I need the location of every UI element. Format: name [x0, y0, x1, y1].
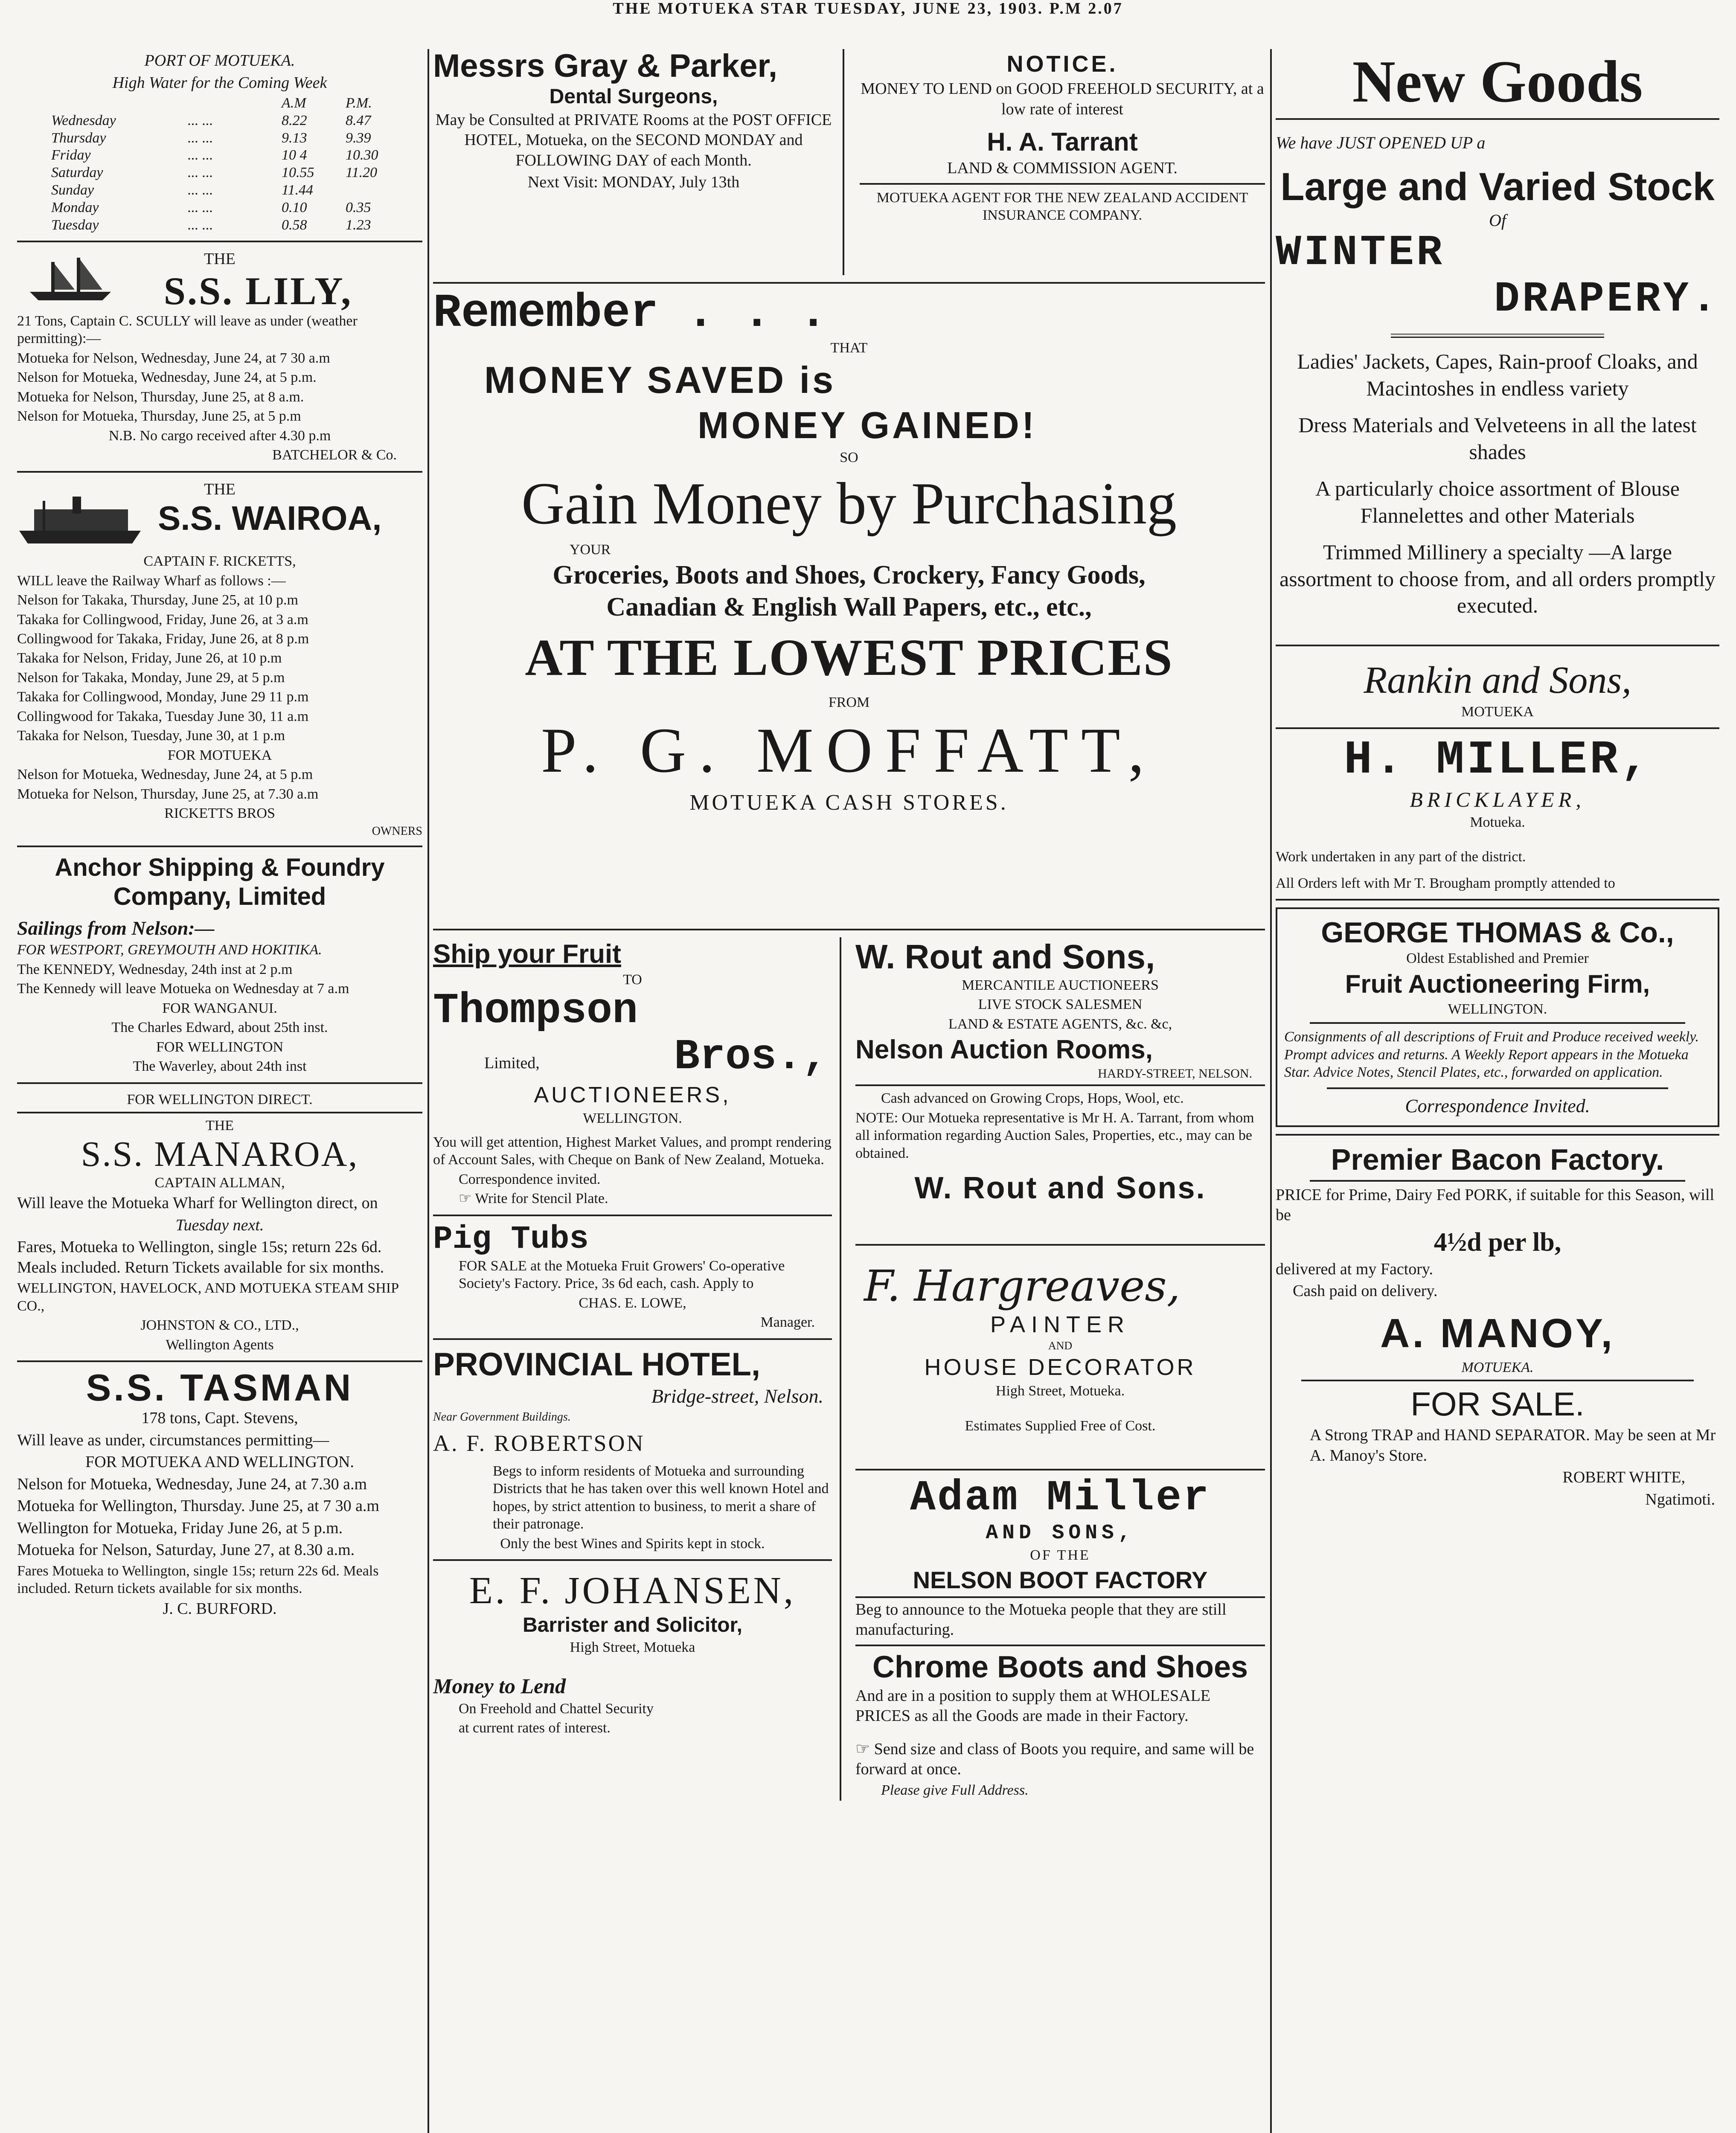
tide-day: Wednesday — [51, 112, 116, 128]
hotel-body: Begs to inform residents of Motueka and surrounding Districts that he has taken over this well known Hotel and hopes, by strict attention to business, to merit a share of their patronage. — [493, 1463, 829, 1532]
gray-sub: Dental Surgeons, — [549, 85, 718, 108]
thomas-name: GEORGE THOMAS & Co., — [1321, 916, 1674, 949]
tide-am: 11.44 — [282, 182, 313, 198]
tide-day: Tuesday — [51, 217, 99, 233]
rout-line-2: LIVE STOCK SALESMEN — [978, 997, 1143, 1013]
manaroa-co-3: Wellington Agents — [166, 1337, 274, 1353]
wairoa-schedule-line: Nelson for Motueka, Wednesday, June 24, at 5 p.m — [17, 767, 313, 783]
tide-am-label: A.M — [282, 95, 306, 111]
johansen-name: E. F. JOHANSEN, — [469, 1569, 796, 1612]
gray-parker-ad — [433, 49, 844, 275]
notice-agent: MOTUEKA AGENT FOR THE NEW ZEALAND ACCIDENT INSURANCE COMPANY. — [876, 189, 1248, 223]
adam-name: Adam Miller — [910, 1474, 1211, 1523]
anchor-wanganui: FOR WANGANUI. — [162, 1000, 277, 1016]
lily-schedule-line: Nelson for Motueka, Thursday, June 25, at 5 p.m — [17, 408, 301, 424]
moffatt-that: THAT — [830, 340, 868, 356]
rankin-town: MOTUEKA — [1461, 703, 1534, 720]
thomas-line-2: Fruit Auctioneering Firm, — [1345, 969, 1650, 998]
wairoa-schedule-line: Nelson for Takaka, Monday, June 29, at 5 p.m — [17, 669, 285, 686]
tasman-line-1: Will leave as under, circumstances permitting— — [17, 1431, 329, 1449]
masthead: THE MOTUEKA STAR TUESDAY, JUNE 23, 1903. P.M 2.07 — [613, 0, 1123, 17]
gray-next: Next Visit: MONDAY, July 13th — [527, 173, 740, 192]
tide-table — [17, 112, 422, 234]
hotel-near: Near Government Buildings. — [433, 1410, 571, 1424]
adam-of: OF THE — [1030, 1547, 1090, 1563]
hotel-title: PROVINCIAL HOTEL, — [433, 1346, 761, 1383]
notice-ad — [851, 49, 1265, 275]
tide-leader: ... ... — [188, 165, 213, 181]
anchor-title-2: Company, Limited — [113, 882, 326, 910]
manaroa-day: Tuesday next. — [175, 1216, 264, 1234]
rout-street: HARDY-STREET, NELSON. — [1098, 1066, 1252, 1081]
adam-body-2: And are in a position to supply them at WHOLESALE PRICES as all the Goods are made in their Factory. — [855, 1686, 1211, 1725]
thomas-line-1: Oldest Established and Premier — [1406, 950, 1589, 967]
moffatt-from: FROM — [828, 694, 870, 710]
port-of-motueka-ad — [17, 51, 422, 234]
wairoa-for-motueka: FOR MOTUEKA — [167, 747, 272, 763]
anchor-title-1: Anchor Shipping & Foundry — [55, 853, 385, 881]
newgoods-title: New Goods — [1352, 49, 1643, 115]
johansen-money: Money to Lend — [433, 1674, 566, 1698]
tasman-sign: J. C. BURFORD. — [163, 1600, 277, 1618]
lily-schedule-line: Motueka for Nelson, Wednesday, June 24, at 7 30 a.m — [17, 350, 330, 366]
thompson-limited: Limited, — [484, 1054, 540, 1072]
tide-row — [17, 182, 422, 199]
thompson-town: WELLINGTON. — [583, 1110, 682, 1127]
bacon-line-1: delivered at my Factory. — [1276, 1260, 1433, 1278]
thompson-name-1: Thompson — [433, 987, 638, 1036]
thomas-corr: Correspondence Invited. — [1405, 1095, 1590, 1116]
ss-manaroa-ad — [17, 1091, 422, 1354]
bacon-title: Premier Bacon Factory. — [1331, 1142, 1664, 1176]
tasman-schedule — [17, 1474, 422, 1561]
adam-sons: AND SONS, — [986, 1522, 1135, 1545]
thompson-name-2: Bros., — [674, 1033, 828, 1082]
tide-am: 0.58 — [282, 217, 307, 233]
moffatt-lowest: AT THE LOWEST PRICES — [525, 629, 1173, 687]
tasman-schedule-line: Wellington for Motueka, Friday June 26, at 5 p.m. — [17, 1519, 343, 1537]
bacon-price: 4½d per lb, — [1434, 1227, 1562, 1257]
moffatt-remember: Remember . . . — [433, 287, 828, 340]
hargreaves-and: AND — [1048, 1340, 1073, 1352]
for-sale-ad — [1276, 1385, 1719, 1510]
bacon-line-2: Cash paid on delivery. — [1293, 1282, 1438, 1300]
manaroa-pre: THE — [205, 1118, 234, 1134]
wairoa-schedule-2 — [17, 766, 422, 803]
tide-pm-label: P.M. — [346, 95, 372, 111]
johansen-ad — [433, 1569, 832, 1737]
hargreaves-painter: PAINTER — [990, 1312, 1131, 1338]
tide-pm: 0.35 — [346, 199, 371, 215]
manaroa-line-2: Fares, Motueka to Wellington, single 15s; return 22s 6d. Meals included. Return Tickets available for six months. — [17, 1238, 384, 1276]
rout-body-2: NOTE: Our Motueka representative is Mr H. A. Tarrant, from whom all information regarding Auction Sales, Properties, etc., may can be obtained. — [855, 1110, 1254, 1161]
hotel-name: A. F. ROBERTSON — [433, 1430, 645, 1456]
manaroa-line-1: Will leave the Motueka Wharf for Wellington direct, on — [17, 1194, 378, 1212]
tide-row — [17, 112, 422, 130]
thompson-auct: AUCTIONEERS, — [534, 1083, 731, 1108]
sale-town: Ngatimoti. — [1645, 1490, 1715, 1508]
tide-am: 0.10 — [282, 199, 307, 215]
adam-chrome: Chrome Boots and Shoes — [872, 1650, 1248, 1684]
manaroa-co-2: JOHNSTON & CO., LTD., — [140, 1317, 299, 1334]
tasman-schedule-line: Nelson for Motueka, Wednesday, June 24, at 7.30 a.m — [17, 1475, 367, 1493]
moffatt-goods-1: Groceries, Boots and Shoes, Crockery, Fancy Goods, — [552, 561, 1146, 590]
anchor-shipping-ad — [17, 854, 422, 1075]
thompson-to: TO — [623, 972, 642, 988]
tide-day: Thursday — [51, 130, 106, 146]
port-subtitle: High Water for the Coming Week — [112, 73, 327, 92]
newgoods-p1: Ladies' Jackets, Capes, Rain-proof Cloaks, and Macintoshes in endless variety — [1297, 349, 1698, 400]
pig-title: Pig Tubs — [433, 1221, 589, 1258]
wairoa-captain: CAPTAIN F. RICKETTS, — [143, 553, 296, 570]
pointing-hand-icon: ☞ — [459, 1191, 475, 1207]
thompson-body: You will get attention, Highest Market Values, and prompt rendering of Account Sales, with Cheque on Bank of New Zealand, Motueka. — [433, 1134, 832, 1168]
sale-body: A Strong TRAP and HAND SEPARATOR. May be seen at Mr A. Manoy's Store. — [1310, 1426, 1716, 1465]
tasman-fares: Fares Motueka to Wellington, single 15s; return 22s 6d. Meals included. Return tickets available for six months. — [17, 1563, 379, 1596]
bacon-factory-ad — [1276, 1142, 1719, 1376]
pig-body: FOR SALE at the Motueka Fruit Growers' Co-operative Society's Factory. Price, 3s 6d each, cash. Apply to — [459, 1258, 785, 1292]
thompson-ad — [433, 939, 832, 1208]
adam-please: Please give Full Address. — [881, 1782, 1029, 1798]
adam-miller-ad — [855, 1474, 1265, 1799]
column-left — [17, 49, 422, 2133]
wairoa-intro: WILL leave the Railway Wharf as follows :— — [17, 572, 286, 589]
moffatt-ad — [433, 287, 1265, 922]
moffatt-gain: Gain Money by Purchasing — [521, 470, 1177, 537]
tasman-tons: 178 tons, Capt. Stevens, — [141, 1409, 298, 1427]
george-thomas-ad — [1276, 907, 1719, 1127]
miller-role: BRICKLAYER, — [1410, 787, 1585, 811]
lily-schedule — [17, 312, 422, 425]
rout-name: W. Rout and Sons, — [855, 938, 1155, 976]
hotel-wines: Only the best Wines and Spirits kept in stock. — [500, 1535, 765, 1552]
tide-row — [17, 217, 422, 234]
bacon-name: A. MANOY, — [1380, 1310, 1615, 1356]
newgoods-p4: Trimmed Millinery a specialty —A large assortment to choose from, and all orders promptly executed. — [1279, 540, 1716, 618]
tasman-name: S.S. TASMAN — [86, 1366, 354, 1409]
moffatt-name: P. G. MOFFATT, — [541, 715, 1157, 786]
tide-am: 10.55 — [282, 165, 314, 181]
newgoods-p2: Dress Materials and Velveteens in all the latest shades — [1298, 413, 1697, 464]
tide-leader: ... ... — [188, 147, 213, 163]
ss-tasman-ad — [17, 1366, 422, 1619]
newgoods-large: Large and Varied Stock — [1280, 165, 1715, 209]
rout-ad — [855, 939, 1265, 1206]
column-rule — [1270, 49, 1272, 2133]
hotel-street: Bridge-street, Nelson. — [651, 1385, 823, 1407]
newgoods-of: Of — [1489, 211, 1506, 230]
hargreaves-deco: HOUSE DECORATOR — [924, 1354, 1196, 1380]
lily-schedule-line: Nelson for Motueka, Wednesday, June 24, at 5 p.m. — [17, 369, 317, 386]
thomas-body: Consignments of all descriptions of Fruit and Produce received weekly. Prompt advices and returns. A Weekly Report appears in the Motueka Star. Advice Notes, Stencil Plates, etc., forwarded on application. — [1284, 1029, 1699, 1081]
tide-pm: 8.47 — [346, 112, 371, 128]
rout-body-1: Cash advanced on Growing Crops, Hops, Wool, etc. — [881, 1090, 1184, 1107]
moffatt-so: SO — [840, 450, 858, 466]
sale-title: FOR SALE. — [1410, 1385, 1585, 1423]
tide-leader: ... ... — [188, 112, 213, 128]
adam-factory: NELSON BOOT FACTORY — [855, 1566, 1265, 1598]
provincial-hotel-ad — [433, 1347, 832, 1552]
column-right — [1276, 49, 1719, 2133]
gray-body: May be Consulted at PRIVATE Rooms at the POST OFFICE HOTEL, Motueka, on the SECOND MONDAY and FOLLOWING DAY of each Month. — [435, 110, 832, 169]
wairoa-pre: THE — [204, 480, 236, 498]
thompson-ship: Ship your Fruit — [433, 939, 621, 969]
hargreaves-street: High Street, Motueka. — [995, 1383, 1125, 1399]
column-rule — [427, 49, 429, 2133]
notice-name: H. A. Tarrant — [987, 128, 1138, 156]
ss-wairoa-ad — [17, 479, 422, 839]
tide-day: Monday — [51, 199, 99, 215]
pointing-hand-icon: ☞ — [855, 1740, 874, 1758]
column-middle — [433, 49, 1265, 2133]
new-goods-ad — [1276, 49, 1719, 619]
wairoa-schedule — [17, 591, 422, 745]
wairoa-schedule-line: Nelson for Takaka, Thursday, June 25, at 10 p.m — [17, 592, 298, 608]
rout-line-1: MERCANTILE AUCTIONEERS — [962, 977, 1159, 993]
hargreaves-est: Estimates Supplied Free of Cost. — [965, 1418, 1156, 1434]
johansen-street: High Street, Motueka — [570, 1639, 695, 1656]
tide-am: 10 4 — [282, 147, 307, 163]
newgoods-winter: WINTER — [1276, 229, 1445, 278]
port-title: PORT OF MOTUEKA. — [144, 52, 295, 70]
wairoa-schedule-line: Takaka for Collingwood, Friday, June 26, at 3 a.m — [17, 611, 308, 628]
anchor-line-4: The Waverley, about 24th inst — [133, 1058, 307, 1075]
moffatt-stores: MOTUEKA CASH STORES. — [689, 790, 1009, 815]
moffatt-saved: MONEY SAVED is — [484, 359, 836, 401]
anchor-dest: FOR WESTPORT, GREYMOUTH AND HOKITIKA. — [17, 942, 322, 958]
adam-body: Beg to announce to the Motueka people that they are still manufacturing. — [855, 1600, 1227, 1639]
notice-title: NOTICE. — [1006, 51, 1118, 77]
tide-pm: 10.30 — [346, 147, 378, 163]
thompson-corr: Correspondence invited. — [459, 1171, 601, 1187]
johansen-line-1: On Freehold and Chattel Security — [459, 1700, 654, 1717]
bacon-body: PRICE for Prime, Dairy Fed PORK, if suitable for this Season, will be — [1276, 1186, 1715, 1224]
manaroa-co-1: WELLINGTON, HAVELOCK, AND MOTUEKA STEAM SHIP CO., — [17, 1280, 398, 1314]
lily-schedule-line: 21 Tons, Captain C. SCULLY will leave as under (weather permitting):— — [17, 313, 358, 347]
anchor-wellington: FOR WELLINGTON — [156, 1039, 284, 1055]
tide-row — [17, 130, 422, 147]
tide-day: Friday — [51, 147, 91, 163]
miller-name: H. MILLER, — [1343, 734, 1652, 788]
manaroa-header: FOR WELLINGTON DIRECT. — [127, 1091, 313, 1107]
lily-nb: N.B. No cargo received after 4.30 p.m — [108, 427, 331, 444]
lily-schedule-line: Motueka for Nelson, Thursday, June 25, at 8 a.m. — [17, 389, 304, 405]
hargreaves-ad — [855, 1263, 1265, 1435]
lily-sign: BATCHELOR & Co. — [272, 447, 397, 463]
wairoa-schedule-line: Motueka for Nelson, Thursday, June 25, at 7.30 a.m — [17, 786, 319, 802]
tide-day: Sunday — [51, 182, 94, 198]
lily-pre: THE — [204, 250, 236, 268]
adam-body-3: Send size and class of Boots you require, and same will be forward at once. — [855, 1740, 1254, 1778]
pig-role: Manager. — [760, 1314, 815, 1331]
johansen-line-2: at current rates of interest. — [459, 1720, 611, 1736]
notice-body: MONEY TO LEND on GOOD FREEHOLD SECURITY, at a low rate of interest — [861, 80, 1264, 118]
moffatt-goods-2: Canadian & English Wall Papers, etc., etc., — [606, 593, 1092, 622]
anchor-sailings: Sailings from Nelson:— — [17, 917, 215, 939]
wairoa-schedule-line: Collingwood for Takaka, Tuesday June 30, 11 a.m — [17, 708, 309, 724]
tide-day: Saturday — [51, 165, 103, 181]
tide-row — [17, 199, 422, 217]
bacon-town: MOTUEKA. — [1461, 1359, 1534, 1375]
sale-sign: ROBERT WHITE, — [1562, 1468, 1685, 1487]
anchor-line-2: The Kennedy will leave Motueka on Wednesday at 7 a.m — [17, 981, 349, 997]
miller-ad — [1276, 736, 1719, 892]
tide-pm: 11.20 — [346, 165, 377, 181]
rout-rooms: Nelson Auction Rooms, — [855, 1035, 1153, 1065]
pig-tubs-ad — [433, 1223, 832, 1331]
wairoa-owners: OWNERS — [372, 824, 422, 838]
tide-row — [17, 147, 422, 164]
wairoa-schedule-line: Takaka for Collingwood, Monday, June 29 11 p.m — [17, 689, 309, 705]
gray-title: Messrs Gray & Parker, — [433, 49, 777, 84]
tasman-dest: FOR MOTUEKA AND WELLINGTON. — [85, 1453, 354, 1471]
tasman-schedule-line: Motueka for Wellington, Thursday. June 25, at 7 30 a.m — [17, 1497, 379, 1515]
anchor-line-1: The KENNEDY, Wednesday, 24th inst at 2 p.m — [17, 961, 293, 977]
ss-lily-ad — [17, 249, 422, 464]
tide-pm: 9.39 — [346, 130, 371, 146]
manaroa-captain: CAPTAIN ALLMAN, — [154, 1174, 285, 1191]
notice-role: LAND & COMMISSION AGENT. — [947, 159, 1178, 177]
wairoa-schedule-line: Collingwood for Takaka, Friday, June 26, at 8 p.m — [17, 631, 309, 647]
moffatt-your: YOUR — [570, 541, 611, 558]
tide-pm: 1.23 — [346, 217, 371, 233]
wairoa-schedule-line: Takaka for Nelson, Friday, June 26, at 10 p.m — [17, 650, 282, 666]
thomas-town: WELLINGTON. — [1448, 1001, 1547, 1017]
newgoods-p3: A particularly choice assortment of Blouse Flannelettes and other Materials — [1315, 477, 1680, 527]
miller-line-2: All Orders left with Mr T. Brougham promptly attended to — [1276, 875, 1615, 891]
miller-line-1: Work undertaken in any part of the district. — [1276, 849, 1526, 865]
miller-town: Motueka. — [1470, 814, 1525, 830]
johansen-role: Barrister and Solicitor, — [523, 1614, 742, 1637]
anchor-line-3: The Charles Edward, about 25th inst. — [111, 1020, 328, 1036]
pig-name: CHAS. E. LOWE, — [579, 1295, 686, 1311]
rankin-ad — [1276, 659, 1719, 721]
newgoods-opened: We have JUST OPENED UP a — [1276, 133, 1486, 152]
wairoa-name: S.S. WAIROA, — [158, 499, 382, 538]
rankin-name: Rankin and Sons, — [1364, 659, 1631, 701]
tide-am: 8.22 — [282, 112, 307, 128]
tide-leader: ... ... — [188, 199, 213, 215]
rout-sign: W. Rout and Sons. — [914, 1171, 1206, 1206]
rout-line-3: LAND & ESTATE AGENTS, &c. &c, — [948, 1016, 1172, 1032]
steamship-icon — [26, 253, 115, 305]
tide-leader: ... ... — [188, 217, 213, 233]
tasman-schedule-line: Motueka for Nelson, Saturday, June 27, at 8.30 a.m. — [17, 1541, 355, 1559]
tide-leader: ... ... — [188, 130, 213, 146]
tide-row — [17, 164, 422, 182]
tide-leader: ... ... — [188, 182, 213, 198]
wairoa-sign: RICKETTS BROS — [164, 805, 275, 822]
steamship-icon — [17, 497, 145, 548]
manaroa-name: S.S. MANAROA, — [81, 1134, 359, 1174]
thompson-stencil: Write for Stencil Plate. — [475, 1191, 608, 1207]
tide-am: 9.13 — [282, 130, 307, 146]
newgoods-drapery: DRAPERY. — [1494, 276, 1719, 324]
lily-name: S.S. LILY, — [163, 269, 353, 313]
hargreaves-name: F. Hargreaves, — [864, 1261, 1181, 1311]
moffatt-gained: MONEY GAINED! — [698, 404, 1037, 447]
wairoa-schedule-line: Takaka for Nelson, Tuesday, June 30, at 1 p.m — [17, 728, 285, 744]
